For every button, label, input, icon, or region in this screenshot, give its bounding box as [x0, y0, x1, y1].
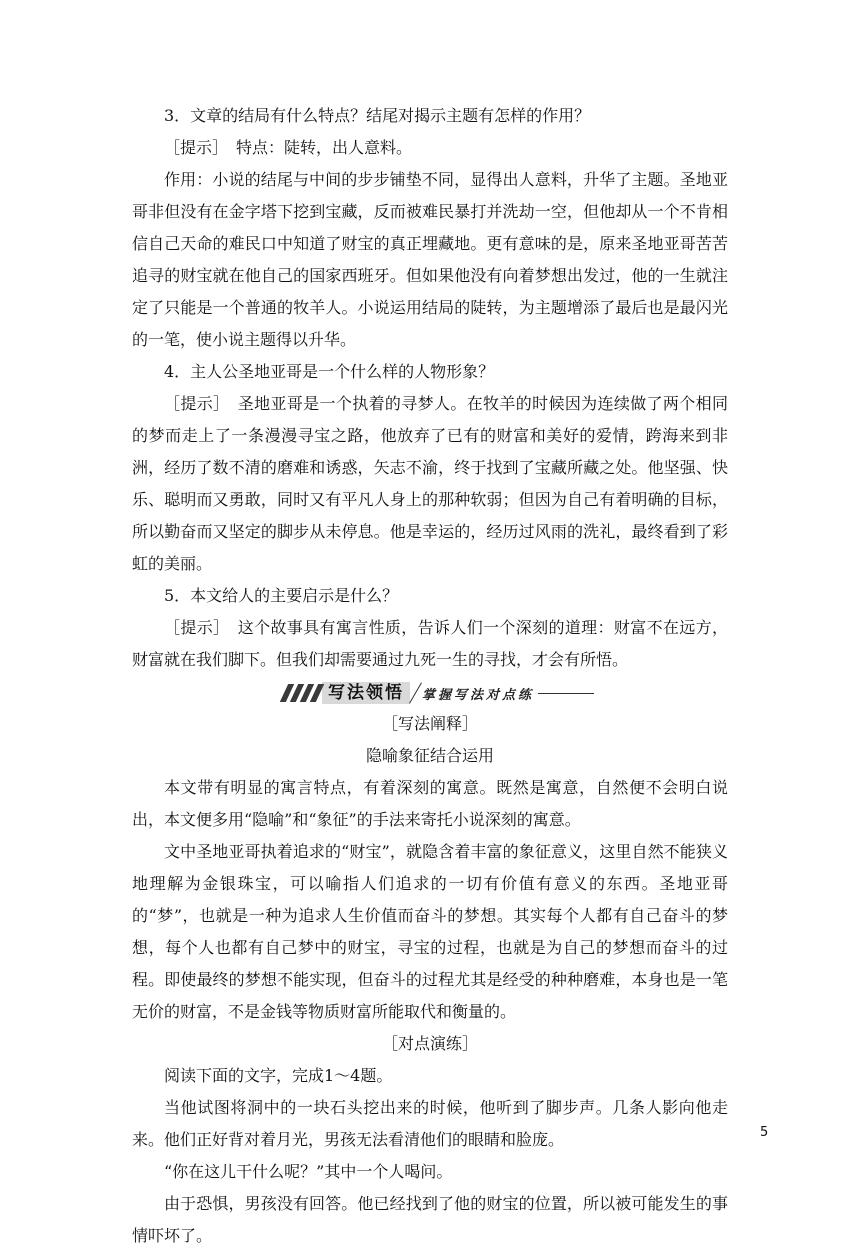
practice-heading: ［对点演练］ — [381, 1034, 478, 1053]
question-3-hint: ［提示］ 特点：陡转，出人意料。 — [164, 138, 413, 157]
practice-paragraph-3: 由于恐惧，男孩没有回答。他已经找到了他的财宝的位置，所以被可能发生的事情吓坏了。 — [132, 1194, 728, 1245]
method-paragraph-1: 本文带有明显的寓言特点，有着深刻的寓意。既然是寓意，自然便不会明白说出，本文便多用“隐喻”和“象征”的手法来寄托小说深刻的寓意。 — [132, 778, 728, 829]
banner-slash — [410, 682, 422, 704]
page-number: 5 — [760, 1125, 769, 1140]
question-4-hint: ［提示］ 圣地亚哥是一个执着的寻梦人。在牧羊的时候因为连续做了两个相同的梦而走上了一条漫漫寻宝之路，他放弃了已有的财富和美好的爱情，跨海来到非洲，经历了数不清的磨难和诱惑，矢志不渝，终于找到了宝藏所藏之处。他坚强、快乐、聪明而又勇敢，同时又有平凡人身上的那种软弱；但因为自己有着明确的目标，所以勤奋而又坚定的脚步从未停息。他是幸运的，经历过风雨的洗礼，最终看到了彩虹的美丽。 — [132, 394, 728, 573]
practice-instruction: 阅读下面的文字，完成1～4题。 — [164, 1066, 393, 1085]
method-paragraph-2: 文中圣地亚哥执着追求的“财宝”，就隐含着丰富的象征意义，这里自然不能狭义地理解为金银珠宝，可以喻指人们追求的一切有价值有意义的东西。圣地亚哥的“梦”，也就是一种为追求人生价值而奋斗的梦想。其实每个人都有自己奋斗的梦想，每个人也都有自己梦中的财宝，寻宝的过程，也就是为自己的梦想而奋斗的过程。即使最终的梦想不能实现，但奋斗的过程尤其是经受的种种磨难，本身也是一笔无价的财富，不是金钱等物质财富所能取代和衡量的。 — [132, 842, 728, 1021]
question-3: 3．文章的结局有什么特点？结尾对揭示主题有怎样的作用？ — [164, 106, 591, 125]
question-5: 5．本文给人的主要启示是什么？ — [164, 586, 399, 605]
banner-stripes-icon — [282, 684, 322, 702]
banner-subtitle: 掌握写法对点练 — [422, 687, 535, 703]
practice-paragraph-2: “你在这儿干什么呢？”其中一个人喝问。 — [164, 1162, 453, 1181]
banner-title: 写法领悟 — [322, 682, 410, 704]
page-content — [132, 100, 728, 1252]
banner-line — [538, 693, 594, 694]
question-3-answer: 作用：小说的结尾与中间的步步铺垫不同，显得出人意料，升华了主题。圣地亚哥非但没有在金字塔下挖到宝藏，反而被难民暴打并洗劫一空，但他却从一个不肯相信自己天命的难民口中知道了财宝的真正埋藏地。更有意味的是，原来圣地亚哥苦苦追寻的财宝就在他自己的国家西班牙。但如果他没有向着梦想出发过，他的一生就注定了只能是一个普通的牧羊人。小说运用结局的陡转，为主题增添了最后也是最闪光的一笔，使小说主题得以升华。 — [132, 170, 728, 349]
question-4: 4．主人公圣地亚哥是一个什么样的人物形象？ — [164, 362, 495, 381]
section-banner — [132, 676, 728, 708]
question-5-hint: ［提示］ 这个故事具有寓言性质，告诉人们一个深刻的道理：财富不在远方，财富就在我们脚下。但我们却需要通过九死一生的寻找，才会有所悟。 — [132, 618, 728, 669]
method-subheading: 隐喻象征结合运用 — [365, 746, 494, 765]
method-heading: ［写法阐释］ — [381, 714, 478, 733]
practice-paragraph-1: 当他试图将洞中的一块石头挖出来的时候，他听到了脚步声。几条人影向他走来。他们正好背对着月光，男孩无法看清他们的眼睛和脸庞。 — [132, 1098, 728, 1149]
